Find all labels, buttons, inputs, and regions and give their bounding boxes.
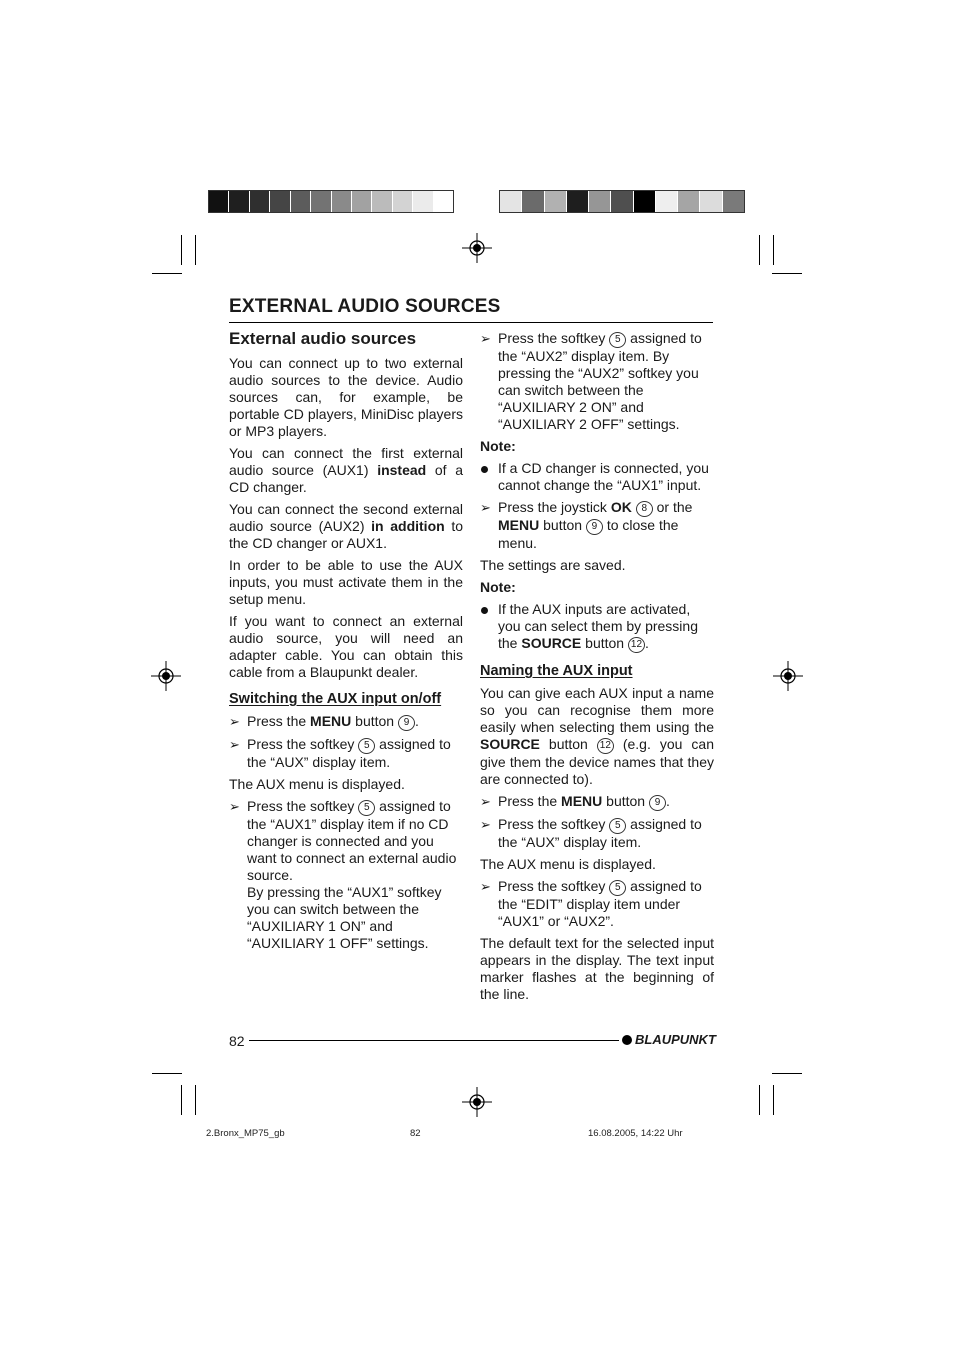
key-badge: 5 <box>609 818 626 834</box>
brand-dot-icon <box>622 1035 632 1045</box>
section-heading: External audio sources <box>229 329 417 348</box>
key-badge: 5 <box>609 880 626 896</box>
crop-mark <box>772 273 802 274</box>
key-badge: 12 <box>597 738 614 754</box>
note-label: Note: <box>480 579 516 595</box>
color-swatch <box>634 191 656 212</box>
instruction-step: ➢ Press the MENU button 9 . <box>229 713 419 729</box>
key-badge: 12 <box>628 637 645 653</box>
registration-mark-icon <box>462 1087 492 1117</box>
color-swatch <box>700 191 722 212</box>
arrow-icon: ➢ <box>480 500 491 515</box>
bullet-icon <box>481 466 488 473</box>
crop-mark <box>152 1073 182 1074</box>
subsection-heading: Naming the AUX input <box>480 663 633 679</box>
crop-mark <box>195 1085 196 1115</box>
color-swatch <box>332 191 352 212</box>
color-swatch <box>270 191 290 212</box>
bullet-item: If the AUX inputs are activated, you can select them by pressing the SOURCE button 12 . <box>480 601 714 653</box>
arrow-icon: ➢ <box>480 794 491 809</box>
instruction-step: ➢ Press the joystick OK 8 or the MENU button 9 to close the menu. <box>480 499 693 551</box>
arrow-icon: ➢ <box>480 879 491 894</box>
color-swatch <box>678 191 700 212</box>
slug-page: 82 <box>410 1128 421 1139</box>
key-badge: 8 <box>636 501 653 517</box>
paragraph: The default text for the selected input appears in the display. The text input marker flashes at the beginning of the line. <box>480 935 714 1002</box>
brand-logo: BLAUPUNKT <box>622 1032 716 1047</box>
key-badge: 5 <box>609 332 626 348</box>
color-swatch <box>522 191 544 212</box>
crop-mark <box>181 1085 182 1115</box>
color-swatch <box>500 191 522 212</box>
note-label: Note: <box>480 438 516 454</box>
color-swatch <box>311 191 331 212</box>
crop-mark <box>773 235 774 265</box>
color-swatch <box>723 191 744 212</box>
color-swatch <box>229 191 249 212</box>
arrow-icon: ➢ <box>229 799 240 814</box>
paragraph: The AUX menu is displayed. <box>480 856 656 872</box>
arrow-icon: ➢ <box>229 737 240 752</box>
key-badge: 9 <box>398 715 415 731</box>
title-rule <box>229 322 713 323</box>
key-badge: 5 <box>358 738 375 754</box>
page-number: 82 <box>229 1033 245 1049</box>
instruction-step: ➢ Press the softkey 5 assigned to the “AUX2” display item. By pressing the “AUX2” softkey you can switch between the “AUXILIARY 2 ON” and “AUXILIARY 2 OFF” settings. <box>480 330 702 432</box>
registration-mark-icon <box>462 233 492 263</box>
footer-rule <box>249 1040 619 1041</box>
bullet-item: If a CD changer is connected, you cannot change the “AUX1” input. <box>480 460 714 494</box>
paragraph: The AUX menu is displayed. <box>229 776 405 792</box>
slug-filename: 2.Bronx_MP75_gb <box>206 1128 285 1139</box>
color-swatch <box>209 191 229 212</box>
color-swatch <box>567 191 589 212</box>
paragraph: You can connect the second external audio source (AUX2) in addition to the CD changer or AUX1. <box>229 501 463 551</box>
right-column <box>480 330 714 1008</box>
color-swatch <box>434 191 453 212</box>
crop-mark <box>152 273 182 274</box>
color-swatch <box>545 191 567 212</box>
crop-mark <box>772 1073 802 1074</box>
arrow-icon: ➢ <box>480 817 491 832</box>
paragraph: If you want to connect an external audio source, you will need an adapter cable. You can obtain this cable from a Blaupunkt dealer. <box>229 613 463 680</box>
paragraph: In order to be able to use the AUX inputs, you must activate them in the setup menu. <box>229 557 463 607</box>
registration-mark-icon <box>151 661 181 691</box>
color-bar-left <box>208 190 454 213</box>
arrow-icon: ➢ <box>229 714 240 729</box>
instruction-step: ➢ Press the softkey 5 assigned to the “EDIT” display item under “AUX1” or “AUX2”. <box>480 878 702 929</box>
registration-mark-icon <box>773 661 803 691</box>
color-swatch <box>352 191 372 212</box>
paragraph: You can give each AUX input a name so you can recognise them more easily when selecting them using the SOURCE button 12 (e.g. you can give them the device names that they are connected to). <box>480 685 715 787</box>
crop-mark <box>759 1085 760 1115</box>
paragraph: The settings are saved. <box>480 557 626 573</box>
color-swatch <box>372 191 392 212</box>
color-swatch <box>413 191 433 212</box>
bullet-icon <box>481 607 488 614</box>
instruction-step: ➢ Press the softkey 5 assigned to the “AUX” display item. <box>480 816 702 850</box>
crop-mark <box>773 1085 774 1115</box>
key-badge: 9 <box>649 795 666 811</box>
color-swatch <box>656 191 678 212</box>
instruction-step: ➢ Press the softkey 5 assigned to the “AUX” display item. <box>229 736 451 770</box>
color-swatch <box>393 191 413 212</box>
paragraph: You can connect the first external audio source (AUX1) instead of a CD changer. <box>229 445 464 495</box>
color-swatch <box>611 191 633 212</box>
slug-date: 16.08.2005, 14:22 Uhr <box>588 1128 683 1139</box>
page-title: EXTERNAL AUDIO SOURCES <box>229 296 501 317</box>
color-swatch <box>291 191 311 212</box>
instruction-step: ➢ Press the MENU button 9 . <box>480 793 670 809</box>
left-column <box>229 330 463 957</box>
arrow-icon: ➢ <box>480 331 491 346</box>
color-bar-right <box>499 190 745 213</box>
paragraph: You can connect up to two external audio sources to the device. Audio sources can, for example, be portable CD players, MiniDisc players or MP3 players. <box>229 355 463 439</box>
crop-mark <box>759 235 760 265</box>
color-swatch <box>589 191 611 212</box>
instruction-step: ➢ Press the softkey 5 assigned to the “AUX1” display item if no CD changer is connected and you want to connect an external audio source. By pressing the “AUX1” softkey you can switch between the “AUXILIARY 1 ON” and “AUXILIARY 1 OFF” settings. <box>229 798 457 951</box>
color-swatch <box>250 191 270 212</box>
key-badge: 9 <box>586 519 603 535</box>
crop-mark <box>195 235 196 265</box>
subsection-heading: Switching the AUX input on/off <box>229 691 442 707</box>
key-badge: 5 <box>358 800 375 816</box>
crop-mark <box>181 235 182 265</box>
